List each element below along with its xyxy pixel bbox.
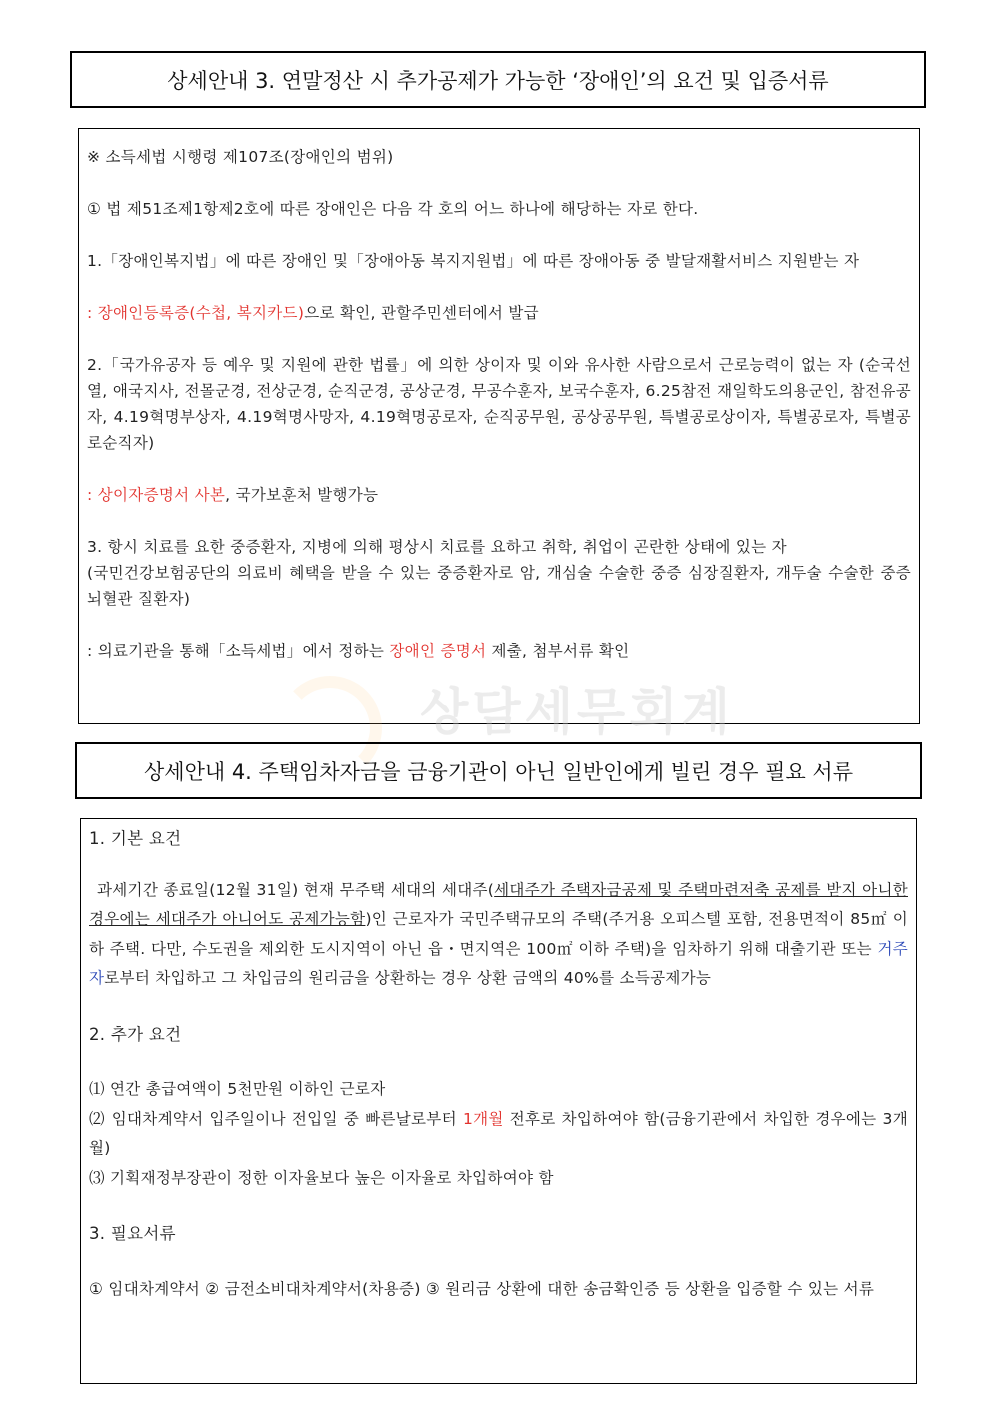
- section4-title: [75, 742, 922, 799]
- section4-content: [80, 818, 917, 1384]
- item-2-doc-prefix: :: [87, 486, 98, 504]
- basic-underline: 세대주가 주택자금공제 및 주택마련저축 공제를 받지 아니한 경우에는 세대주가 아니어도 공제가능함: [89, 880, 908, 928]
- basic-highlight-resident: 거주자: [89, 939, 908, 987]
- disability-intro: ① 법 제51조제1항제2호에 따른 장애인은 다음 각 호의 어느 하나에 해당하는 자로 한다.: [87, 200, 699, 218]
- basic-requirements-heading: 1. 기본 요건: [89, 829, 182, 848]
- item-2-document: [87, 482, 911, 508]
- section3-content: [78, 128, 920, 724]
- add2-highlight: 1개월: [462, 1109, 504, 1128]
- basic-post: 로부터 차입하고 그 차입금의 원리금을 상환하는 경우 상환 금액의 40%를 소득공제가능: [104, 969, 712, 987]
- additional-req-3: ⑶ 기획재정부장관이 정한 이자율보다 높은 이자율로 차입하여야 함: [89, 1168, 554, 1187]
- item-2-doc-rest: , 국가보훈처 발행가능: [225, 486, 379, 504]
- basic-mid: )인 근로자가 국민주택규모의 주택(주거용 오피스텔 포함, 전용면적이 85㎡ 이하 주택. 다만, 수도권을 제외한 도시지역이 아닌 읍・면지역은 100㎡ 이하 주택)을 임차하기 위해 대출기관 또는: [89, 910, 908, 958]
- watermark: 상담세무회계: [420, 683, 734, 741]
- disability-item-1: 1.「장애인복지법」에 따른 장애인 및「장애아동 복지지원법」에 따른 장애아동 중 발달재활서비스 지원받는 자: [87, 252, 860, 270]
- section4-title-text: 상세안내 4. 주택임차자금을 금융기관이 아닌 일반인에게 빌린 경우 필요 서류: [144, 759, 853, 784]
- additional-req-2: [89, 1105, 908, 1164]
- required-documents-text: ① 임대차계약서 ② 금전소비대차계약서(차용증) ③ 원리금 상환에 대한 송금확인증 등 상환을 입증할 수 있는 서류: [89, 1279, 875, 1298]
- item-3-doc-highlight: 장애인 증명서: [389, 642, 487, 660]
- section3-title-text: 상세안내 3. 연말정산 시 추가공제가 가능한 ‘장애인’의 요건 및 입증서류: [167, 68, 829, 93]
- item-2-doc-highlight: 상이자증명서 사본: [97, 486, 226, 504]
- item-1-document: [87, 300, 911, 326]
- required-documents-heading: 3. 필요서류: [89, 1224, 176, 1243]
- item-1-doc-rest: 으로 확인, 관할주민센터에서 발급: [304, 304, 539, 322]
- item-3-doc-rest: 제출, 첨부서류 확인: [486, 642, 630, 660]
- item-3-document: [87, 638, 911, 664]
- item-1-doc-prefix: :: [87, 304, 98, 322]
- disability-item-3: 3. 항시 치료를 요한 중증환자, 지병에 의해 평상시 치료를 요하고 취학, 취업이 곤란한 상태에 있는 자: [87, 538, 787, 556]
- basic-requirements-text: [89, 876, 908, 994]
- section3-title: [70, 51, 926, 108]
- item-3-doc-pre: : 의료기관을 통해「소득세법」에서 정하는: [87, 642, 390, 660]
- basic-pre: 과세기간 종료일(12월 31일) 현재 무주택 세대의 세대주(: [97, 880, 495, 899]
- add2-pre: ⑵ 임대차계약서 입주일이나 전입일 중 빠른날로부터: [89, 1109, 463, 1128]
- disability-item-3-note: (국민건강보험공단의 의료비 혜택을 받을 수 있는 중증환자로 암, 개심술 수술한 중증 심장질환자, 개두술 수술한 중증 뇌혈관 질환자): [87, 564, 911, 608]
- item-1-doc-highlight: 장애인등록증(수첩, 복지카드): [97, 304, 305, 322]
- add2-post: 전후로 차입하여야 함(금융기관에서 차입한 경우에는 3개월): [89, 1109, 908, 1157]
- disability-item-2: 2.「국가유공자 등 예우 및 지원에 관한 법률」에 의한 상이자 및 이와 유사한 사람으로서 근로능력이 없는 자 (순국선열, 애국지사, 전몰군경, 전상군경, 순직군경, 공상군경, 무공수훈자, 보국수훈자, 6.25참전 재일학도의용군인, 참전유공자, 4.19혁명부상자, 4.19혁명사망자, 4.19혁명공로자, 순직공무원, 공상공무원, 특별공로상이자, 특별공로자, 특별공로순직자): [87, 356, 911, 452]
- additional-req-1: ⑴ 연간 총급여액이 5천만원 이하인 근로자: [89, 1080, 386, 1098]
- additional-requirements-heading: 2. 추가 요건: [89, 1024, 182, 1044]
- law-reference: ※ 소득세법 시행령 제107조(장애인의 범위): [87, 148, 394, 166]
